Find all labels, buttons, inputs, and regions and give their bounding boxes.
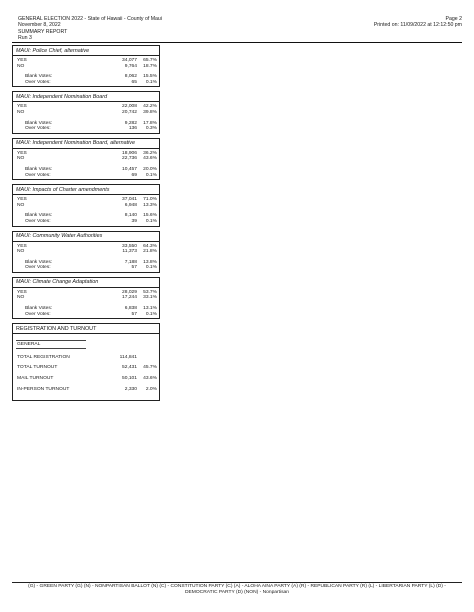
over-votes-row: [13, 126, 159, 132]
turnout-percent: 43.6%: [143, 376, 157, 382]
choice-label: YES: [17, 289, 27, 295]
registration-percent: [137, 355, 157, 361]
run-number: Run 3: [18, 35, 32, 42]
choice-label: NO: [17, 63, 25, 69]
choice-row: [13, 156, 159, 162]
turnout-count: 52,431: [122, 365, 137, 371]
choice-percent: 33.1%: [143, 295, 157, 301]
blank-votes-label: Blank Votes:: [25, 259, 53, 265]
choice-row: [13, 295, 159, 301]
registration-row: [13, 355, 159, 361]
over-votes-percent: 0.3%: [145, 126, 157, 132]
blank-votes-count: 10,457: [122, 166, 137, 172]
printed-timestamp: Printed on: 11/09/2022 at 12:12:50 pm: [373, 22, 462, 29]
party-legend-footer: [12, 584, 462, 596]
over-votes-label: Over Votes:: [25, 79, 51, 85]
over-votes-label: Over Votes:: [25, 126, 51, 132]
section-label: GENERAL: [17, 342, 41, 348]
blank-votes-percent: 13.8%: [143, 259, 157, 265]
report-header: [18, 16, 162, 42]
contest-box: [12, 45, 160, 87]
blank-votes-count: 8,062: [124, 74, 137, 80]
contest-title: MAUI: Police Chief, alternative: [13, 46, 159, 56]
contest-list: [12, 45, 160, 401]
choice-label: NO: [17, 202, 25, 208]
contest-title: MAUI: Independent Nomination Board: [13, 92, 159, 102]
choice-count: 9,764: [124, 63, 137, 69]
blank-votes-percent: 20.0%: [143, 166, 157, 172]
over-votes-count: 57: [131, 265, 137, 271]
over-votes-percent: 0.1%: [145, 218, 157, 224]
choice-count: 17,244: [122, 295, 137, 301]
report-type: SUMMARY REPORT: [18, 28, 68, 35]
blank-votes-label: Blank Votes:: [25, 213, 53, 219]
choice-label: NO: [17, 109, 25, 115]
section-row: [13, 342, 159, 348]
party-legend-line: (G) - GREEN PARTY (G) (N) - NONPARTISAN BALLOT (N) (C) - CONSTITUTION PARTY (C) (A) - ALOHA AINA PARTY (A) (R) - REPUBLICAN PARTY (R) (L) - LIBERTARIAN PARTY (L) (D) -: [28, 584, 446, 589]
blank-votes-percent: 13.1%: [143, 306, 157, 312]
choice-percent: 64.3%: [143, 243, 157, 249]
choice-row: [13, 203, 159, 209]
choice-row: [13, 249, 159, 255]
choice-percent: 36.2%: [143, 150, 157, 156]
choice-label: YES: [17, 150, 27, 156]
over-votes-percent: 0.1%: [145, 265, 157, 271]
turnout-row: [13, 365, 159, 371]
over-votes-label: Over Votes:: [25, 311, 51, 317]
blank-votes-label: Blank Votes:: [25, 120, 53, 126]
over-votes-count: 136: [128, 126, 137, 132]
contest-title: MAUI: Independent Nomination Board, alternative: [13, 139, 159, 149]
contest-title: MAUI: Climate Change Adaptation: [13, 278, 159, 288]
choice-percent: 65.7%: [143, 58, 157, 63]
choice-label: NO: [17, 295, 25, 301]
over-votes-count: 57: [131, 311, 137, 317]
over-votes-count: 39: [131, 218, 137, 224]
header-divider: [12, 42, 462, 43]
choice-label: NO: [17, 249, 25, 255]
page-number: Page 2: [445, 16, 462, 22]
choice-count: 33,550: [122, 243, 137, 249]
election-date: November 8, 2022: [18, 22, 61, 29]
turnout-row: [13, 387, 159, 393]
blank-votes-count: 7,188: [124, 259, 137, 265]
choice-percent: 42.2%: [143, 104, 157, 110]
turnout-label: MAIL TURNOUT: [17, 376, 54, 382]
choice-percent: 13.3%: [143, 202, 157, 208]
turnout-row: [13, 376, 159, 382]
choice-count: 22,008: [122, 104, 137, 110]
choice-count: 20,742: [122, 109, 137, 115]
contest-box: [12, 138, 160, 180]
choice-percent: 21.8%: [143, 249, 157, 255]
turnout-label: TOTAL TURNOUT: [17, 365, 58, 371]
turnout-percent: 2.0%: [145, 386, 157, 392]
choice-count: 28,029: [122, 289, 137, 295]
blank-votes-percent: 15.5%: [143, 74, 157, 80]
choice-row: [13, 64, 159, 70]
registration-title: REGISTRATION AND TURNOUT: [13, 324, 159, 334]
choice-percent: 71.0%: [143, 197, 157, 203]
blank-votes-count: 6,838: [124, 306, 137, 312]
choice-label: YES: [17, 104, 27, 110]
contest-box: [12, 277, 160, 319]
choice-label: YES: [17, 243, 27, 249]
contest-box: [12, 231, 160, 273]
over-votes-label: Over Votes:: [25, 172, 51, 178]
choice-percent: 53.7%: [143, 289, 157, 295]
report-meta: [374, 16, 462, 29]
over-votes-count: 69: [131, 172, 137, 178]
over-votes-percent: 0.1%: [145, 172, 157, 178]
blank-votes-percent: 17.8%: [143, 120, 157, 126]
blank-votes-count: 8,140: [124, 213, 137, 219]
turnout-percent: 45.7%: [143, 365, 157, 371]
choice-label: YES: [17, 197, 27, 203]
election-title: GENERAL ELECTION 2022 - State of Hawaii - County of Maui: [18, 16, 162, 22]
blank-votes-percent: 15.6%: [143, 213, 157, 219]
over-votes-row: [13, 265, 159, 271]
contest-title: MAUI: Community Water Authorities: [13, 232, 159, 242]
registration-count: 114,841: [119, 354, 137, 360]
choice-row: [13, 110, 159, 116]
blank-votes-count: 9,282: [124, 120, 137, 126]
over-votes-percent: 0.1%: [145, 311, 157, 317]
choice-count: 37,041: [122, 197, 137, 203]
choice-label: NO: [17, 156, 25, 162]
over-votes-label: Over Votes:: [25, 218, 51, 224]
blank-votes-label: Blank Votes:: [25, 306, 53, 312]
choice-percent: 43.6%: [143, 156, 157, 162]
choice-count: 34,077: [122, 58, 137, 63]
over-votes-percent: 0.1%: [145, 79, 157, 85]
over-votes-label: Over Votes:: [25, 265, 51, 271]
choice-label: YES: [17, 58, 27, 63]
choice-count: 22,736: [122, 156, 137, 162]
contest-title: MAUI: Impacts of Charter amendments: [13, 185, 159, 195]
footer-divider: [12, 582, 462, 583]
choice-percent: 39.8%: [143, 109, 157, 115]
choice-percent: 18.7%: [143, 63, 157, 69]
contest-box: [12, 184, 160, 226]
blank-votes-label: Blank Votes:: [25, 74, 53, 80]
choice-count: 18,906: [122, 150, 137, 156]
over-votes-row: [13, 312, 159, 318]
party-legend-line: DEMOCRATIC PARTY (D) (NON) - Nonpartisan: [185, 590, 289, 595]
turnout-count: 50,101: [122, 376, 137, 382]
registration-label: TOTAL REGISTRATION: [17, 354, 70, 360]
turnout-count: 2,330: [124, 386, 137, 392]
over-votes-count: 65: [131, 79, 137, 85]
over-votes-row: [13, 80, 159, 86]
over-votes-row: [13, 219, 159, 225]
choice-count: 6,948: [124, 202, 137, 208]
turnout-label: IN-PERSON TURNOUT: [17, 386, 70, 392]
contest-box: [12, 91, 160, 133]
registration-turnout-box: [12, 323, 160, 401]
blank-votes-label: Blank Votes:: [25, 166, 53, 172]
choice-count: 11,373: [122, 249, 137, 255]
over-votes-row: [13, 173, 159, 179]
